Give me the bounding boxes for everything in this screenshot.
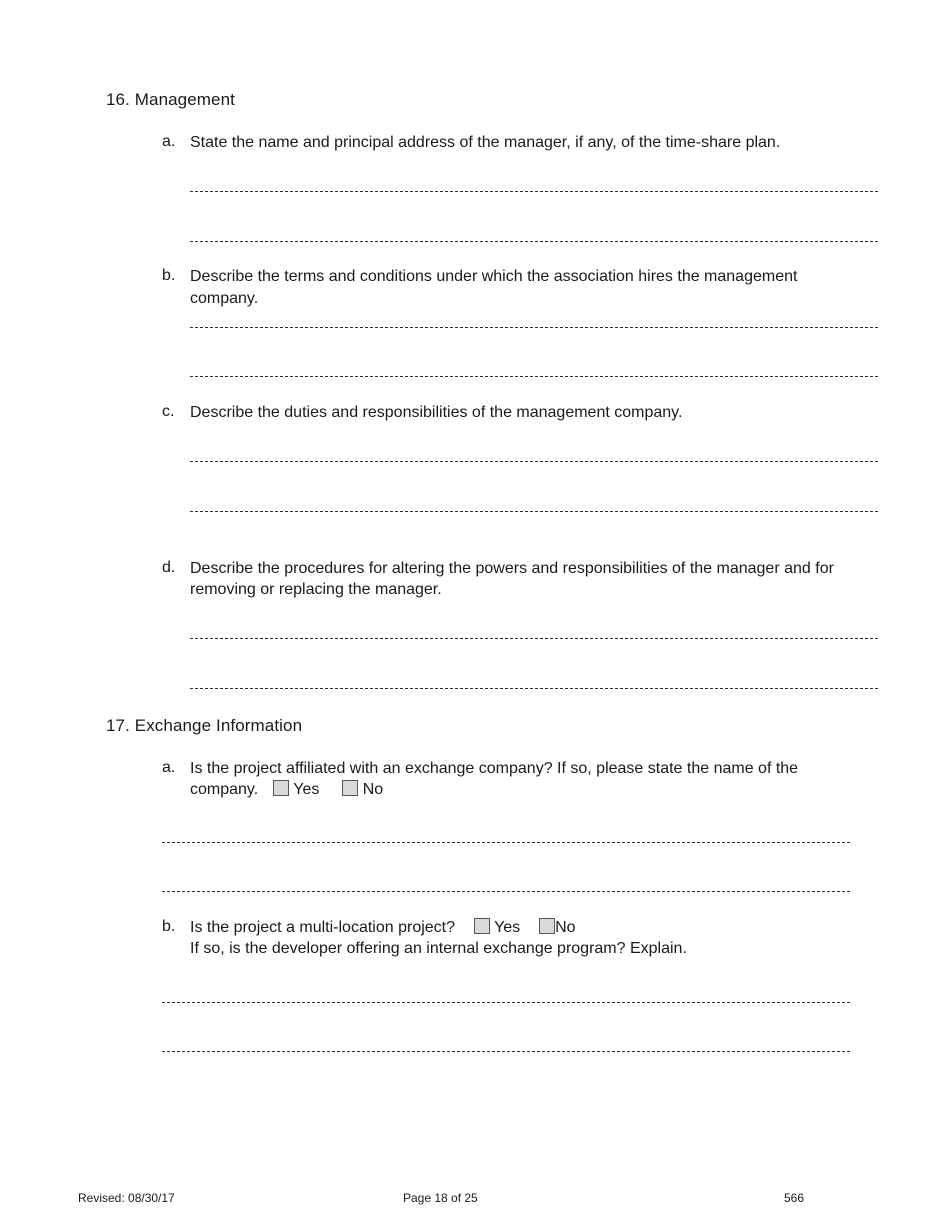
- item-letter: d.: [162, 559, 176, 576]
- item-question-line2: removing or replacing the manager.: [190, 581, 442, 598]
- yes-label: Yes: [494, 919, 521, 936]
- answer-line[interactable]: [190, 688, 878, 689]
- item-question-line1: Is the project affiliated with an exchange company? If so, please state the name of the: [190, 760, 799, 777]
- no-checkbox[interactable]: [539, 918, 555, 934]
- answer-line[interactable]: [190, 376, 878, 377]
- item-question-line1: Describe the procedures for altering the powers and responsibilities of the manager and for: [190, 560, 834, 577]
- answer-line[interactable]: [162, 842, 850, 843]
- yes-checkbox[interactable]: [474, 918, 490, 934]
- footer-form-code: 566: [784, 1191, 805, 1205]
- footer-revised-date: Revised: 08/30/17: [78, 1191, 175, 1205]
- no-label: No: [555, 919, 576, 936]
- answer-line[interactable]: [190, 638, 878, 639]
- item-question-line2: company.: [190, 781, 259, 798]
- item-letter: b.: [162, 267, 176, 284]
- answer-line[interactable]: [190, 191, 878, 192]
- item-question-line2: If so, is the developer offering an internal exchange program? Explain.: [190, 940, 687, 957]
- answer-line[interactable]: [162, 1051, 850, 1052]
- item-question-line1: Describe the terms and conditions under which the association hires the management: [190, 268, 798, 285]
- answer-line[interactable]: [190, 327, 878, 328]
- item-letter: c.: [162, 403, 175, 420]
- item-question-line2-row: [190, 779, 383, 800]
- answer-line[interactable]: [190, 461, 878, 462]
- item-letter: a.: [162, 133, 176, 150]
- item-question-line1: Is the project a multi-location project?: [190, 919, 456, 936]
- yes-label: Yes: [293, 781, 320, 798]
- answer-line[interactable]: [190, 511, 878, 512]
- item-question: State the name and principal address of the manager, if any, of the time-share plan.: [190, 134, 781, 151]
- answer-line[interactable]: [190, 241, 878, 242]
- item-question-line1-row: [190, 917, 576, 938]
- item-question: Describe the duties and responsibilities of the management company.: [190, 404, 683, 421]
- answer-line[interactable]: [162, 891, 850, 892]
- item-question-line2: company.: [190, 290, 259, 307]
- item-letter: a.: [162, 759, 176, 776]
- answer-line[interactable]: [162, 1002, 850, 1003]
- no-checkbox[interactable]: [342, 780, 358, 796]
- item-letter: b.: [162, 918, 176, 935]
- section-heading-exchange-information: 17. Exchange Information: [106, 716, 303, 735]
- yes-checkbox[interactable]: [273, 780, 289, 796]
- footer-page-number: Page 18 of 25: [403, 1191, 478, 1205]
- no-label: No: [362, 781, 384, 798]
- section-heading-management: 16. Management: [106, 90, 235, 109]
